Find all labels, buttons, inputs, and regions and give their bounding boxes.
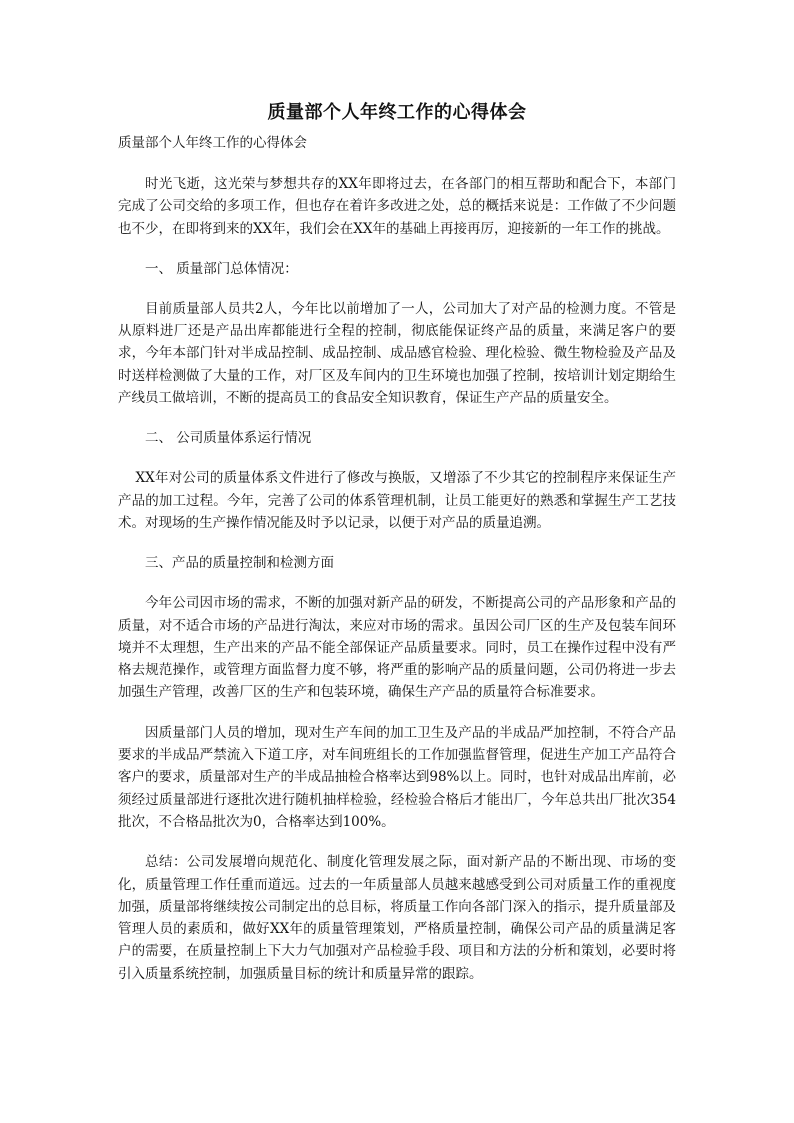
section-2-paragraph-1: XX年对公司的质量体系文件进行了修改与换版，又增添了不少其它的控制程序来保证生产产品的加工过程。今年，完善了公司的体系管理机制，让员工能更好的熟悉和掌握生产工艺技术。对现场的生产操作情况能及时予以记录，以便于对产品的质量追溯。 bbox=[118, 470, 676, 531]
document-page bbox=[118, 98, 676, 985]
summary-paragraph: 总结：公司发展增向规范化、制度化管理发展之际，面对新产品的不断出现、市场的变化，质量管理工作任重而道远。过去的一年质量部人员越来越感受到公司对质量工作的重视度加强，质量部将继续按公司制定出的总目标，将质量工作向各部门深入的指示，提升质量部及管理人员的素质和，做好XX年的质量管理策划，严格质量控制，确保公司产品的质量满足客户的需要，在质量控制上下大力气加强对产品检验手段、项目和方法的分析和策划，必要时将引入质量系统控制，加强质量目标的统计和质量异常的跟踪。 bbox=[118, 854, 676, 982]
intro-paragraph: 时光飞逝，这光荣与梦想共存的XX年即将过去，在各部门的相互帮助和配合下，本部门完成了公司交给的多项工作，但也存在着许多改进之处，总的概括来说是：工作做了不少问题也不少，在即将到来的XX年，我们会在XX年的基础上再接再厉，迎接新的一年工作的挑战。 bbox=[118, 176, 676, 237]
document-subtitle: 质量部个人年终工作的心得体会 bbox=[118, 135, 307, 151]
section-1-paragraph-1: 目前质量部人员共2人，今年比以前增加了一人，公司加大了对产品的检测力度。不管是从原料进厂还是产品出库都能进行全程的控制，彻底能保证终产品的质量，来满足客户的要求，今年本部门针对半成品控制、成品控制、成品感官检验、理化检验、微生物检验及产品及时送样检测做了大量的工作，对厂区及车间内的卫生环境也加强了控制，按培训计划定期给生产线员工做培训，不断的提高员工的食品安全知识教育，保证生产产品的质量安全。 bbox=[118, 300, 676, 407]
section-heading-1: 一、 质量部门总体情况： bbox=[145, 260, 298, 277]
section-heading-3: 三、产品的质量控制和检测方面 bbox=[145, 555, 334, 572]
section-heading-2: 二、 公司质量体系运行情况 bbox=[145, 430, 312, 447]
document-title: 质量部个人年终工作的心得体会 bbox=[267, 102, 527, 123]
section-3-paragraph-2: 因质量部门人员的增加，现对生产车间的加工卫生及产品的半成品严加控制，不符合产品要求的半成品严禁流入下道工序，对车间班组长的工作加强监督管理，促进生产加工产品符合客户的要求，质量部对生产的半成品抽检合格率达到98%以上。同时，也针对成品出库前，必须经过质量部进行逐批次进行随机抽样检验，经检验合格后才能出厂，今年总共出厂批次354批次，不合格品批次为0，合格率达到100%。 bbox=[118, 724, 676, 830]
section-3-paragraph-1: 今年公司因市场的需求，不断的加强对新产品的研发，不断提高公司的产品形象和产品的质量，对不适合市场的产品进行淘汰，来应对市场的需求。虽因公司厂区的生产及包装车间环境并不太理想，生产出来的产品不能全部保证产品质量要求。同时，员工在操作过程中没有严格去规范操作，或管理方面监督力度不够，将严重的影响产品的质量问题，公司仍将进一步去加强生产管理，改善厂区的生产和包装环境，确保生产产品的质量符合标准要求。 bbox=[118, 595, 676, 701]
